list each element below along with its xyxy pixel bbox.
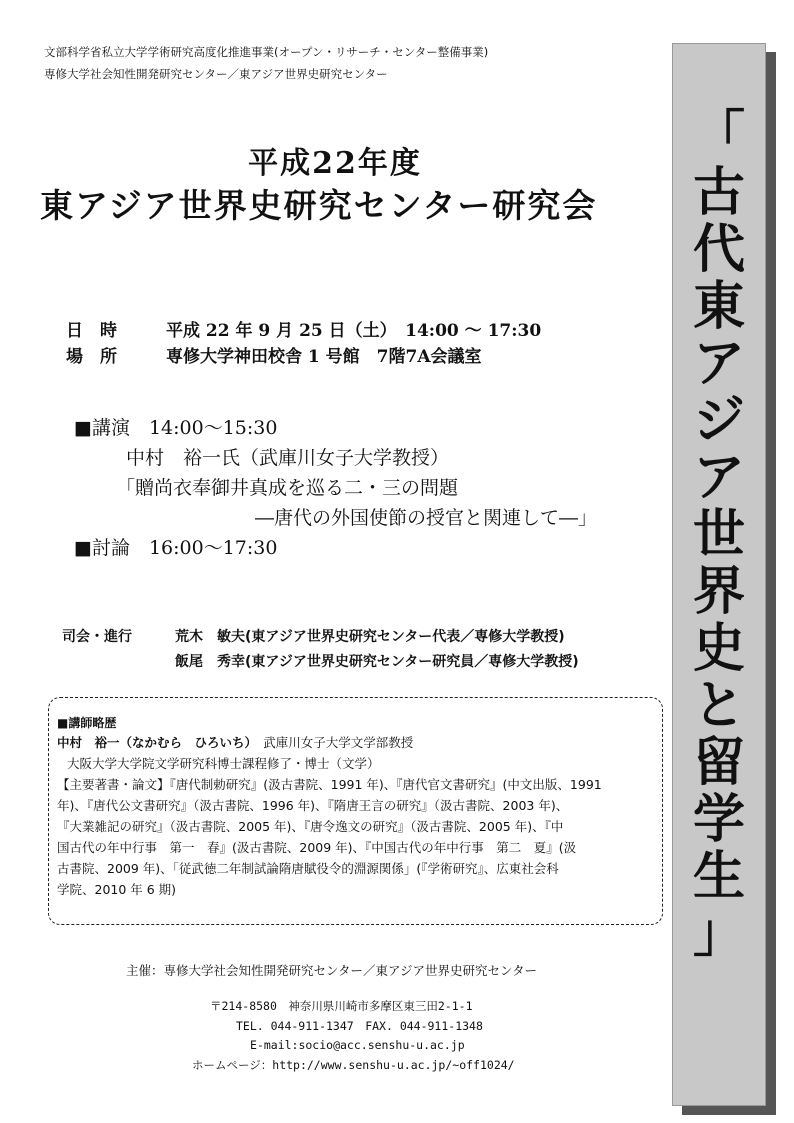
lecture-topic-line1: 「贈尚衣奉御井真成を巡る二・三の問題 bbox=[116, 477, 459, 499]
bio-works-1: 年)、『唐代公文書研究』（汲古書院、1996 年)、『隋唐王言の研究』（汲古書院、2003 年)、 bbox=[57, 798, 569, 813]
bio-works-0: 【主要著書・論文】『唐代制勅研究』(汲古書院、1991 年)、『唐代官文書研究』(中文出版、1991 bbox=[57, 777, 602, 792]
header-line-2: 専修大学社会知性開発研究センター／東アジア世界史研究センター bbox=[44, 67, 388, 81]
bio-heading: ■講師略歴 bbox=[57, 716, 117, 730]
title-year: 平成22年度 bbox=[248, 146, 422, 181]
side-char: 学 bbox=[692, 790, 745, 850]
speaker: 中村 裕一氏（武庫川女子大学教授） bbox=[126, 447, 450, 469]
side-char: 東 bbox=[692, 277, 745, 337]
date-value: 平成 22 年 9 月 25 日（土） 14:00 ～ 17:30 bbox=[166, 321, 542, 341]
bio-name: 中村 裕一（なかむら ひろいち） bbox=[57, 735, 251, 750]
side-char: 「 bbox=[692, 106, 745, 166]
side-char: 」 bbox=[692, 904, 745, 964]
side-char: ア bbox=[692, 448, 745, 508]
place-value: 専修大学神田校舎 1 号館 7階7A会議室 bbox=[166, 347, 482, 367]
place-row bbox=[66, 342, 482, 367]
discussion-time: ■討論 16:00～17:30 bbox=[74, 537, 278, 559]
side-char: ア bbox=[692, 334, 745, 394]
side-char: 留 bbox=[692, 733, 745, 793]
side-char: と bbox=[692, 676, 745, 736]
bio-degree: 大阪大学大学院文学研究科博士課程修了・博士（文学） bbox=[67, 756, 380, 771]
sponsor: 主催：専修大学社会知性開発研究センター／東アジア世界史研究センター bbox=[126, 963, 538, 978]
lecture-time: ■講演 14:00～15:30 bbox=[74, 417, 278, 439]
side-char: 生 bbox=[692, 847, 745, 907]
side-title bbox=[672, 108, 766, 963]
side-char: 古 bbox=[692, 163, 745, 223]
bio-works-3: 国古代の年中行事 第一 春』(汲古書院、2009 年)、『中国古代の年中行事 第二 夏』(汲 bbox=[57, 840, 577, 855]
header-line-1: 文部科学省私立大学学術研究高度化推進事業(オープン・リサーチ・センター整備事業) bbox=[44, 45, 489, 59]
side-char: ジ bbox=[692, 391, 745, 451]
bio-works-4: 古書院、2009 年)、「従武徳二年制試論隋唐賦役令的淵源関係」(『学術研究』、広東社会科 bbox=[57, 861, 559, 876]
side-char: 界 bbox=[692, 562, 745, 622]
side-char: 世 bbox=[692, 505, 745, 565]
date-label: 日 時 bbox=[66, 321, 117, 341]
moderator-1: 荒木 敏夫(東アジア世界史研究センター代表／専修大学教授) bbox=[175, 629, 565, 645]
bio-works-5: 学院、2010 年 6 期) bbox=[57, 882, 177, 897]
lecture-topic-line2: ―唐代の外国使節の授官と関連して―」 bbox=[255, 507, 598, 529]
tel-fax: TEL. 044-911-1347 FAX. 044-911-1348 bbox=[236, 1019, 483, 1033]
moderator-2: 飯尾 秀幸(東アジア世界史研究センター研究員／専修大学教授) bbox=[175, 654, 579, 670]
bio-name-row bbox=[57, 732, 654, 753]
side-char: 代 bbox=[692, 220, 745, 280]
bio-works-2: 『大業雑記の研究』（汲古書院、2005 年)、『唐令逸文の研究』（汲古書院、2005 年)、『中 bbox=[57, 819, 564, 834]
email: E-mail:socio@acc.senshu-u.ac.jp bbox=[250, 1038, 465, 1052]
place-label: 場 所 bbox=[66, 347, 117, 367]
homepage: ホームページ：http://www.senshu-u.ac.jp/~off1024/ bbox=[192, 1058, 515, 1072]
moderator-label: 司会・進行 bbox=[62, 629, 132, 645]
bio-affiliation: 武庫川女子大学文学部教授 bbox=[250, 735, 414, 750]
address: 〒214-8580 神奈川県川崎市多摩区東三田2-1-1 bbox=[210, 999, 473, 1013]
side-char: 史 bbox=[692, 619, 745, 679]
title-main: 東アジア世界史研究センター研究会 bbox=[40, 186, 598, 225]
date-row bbox=[66, 316, 541, 341]
speaker-bio-box bbox=[48, 697, 663, 925]
